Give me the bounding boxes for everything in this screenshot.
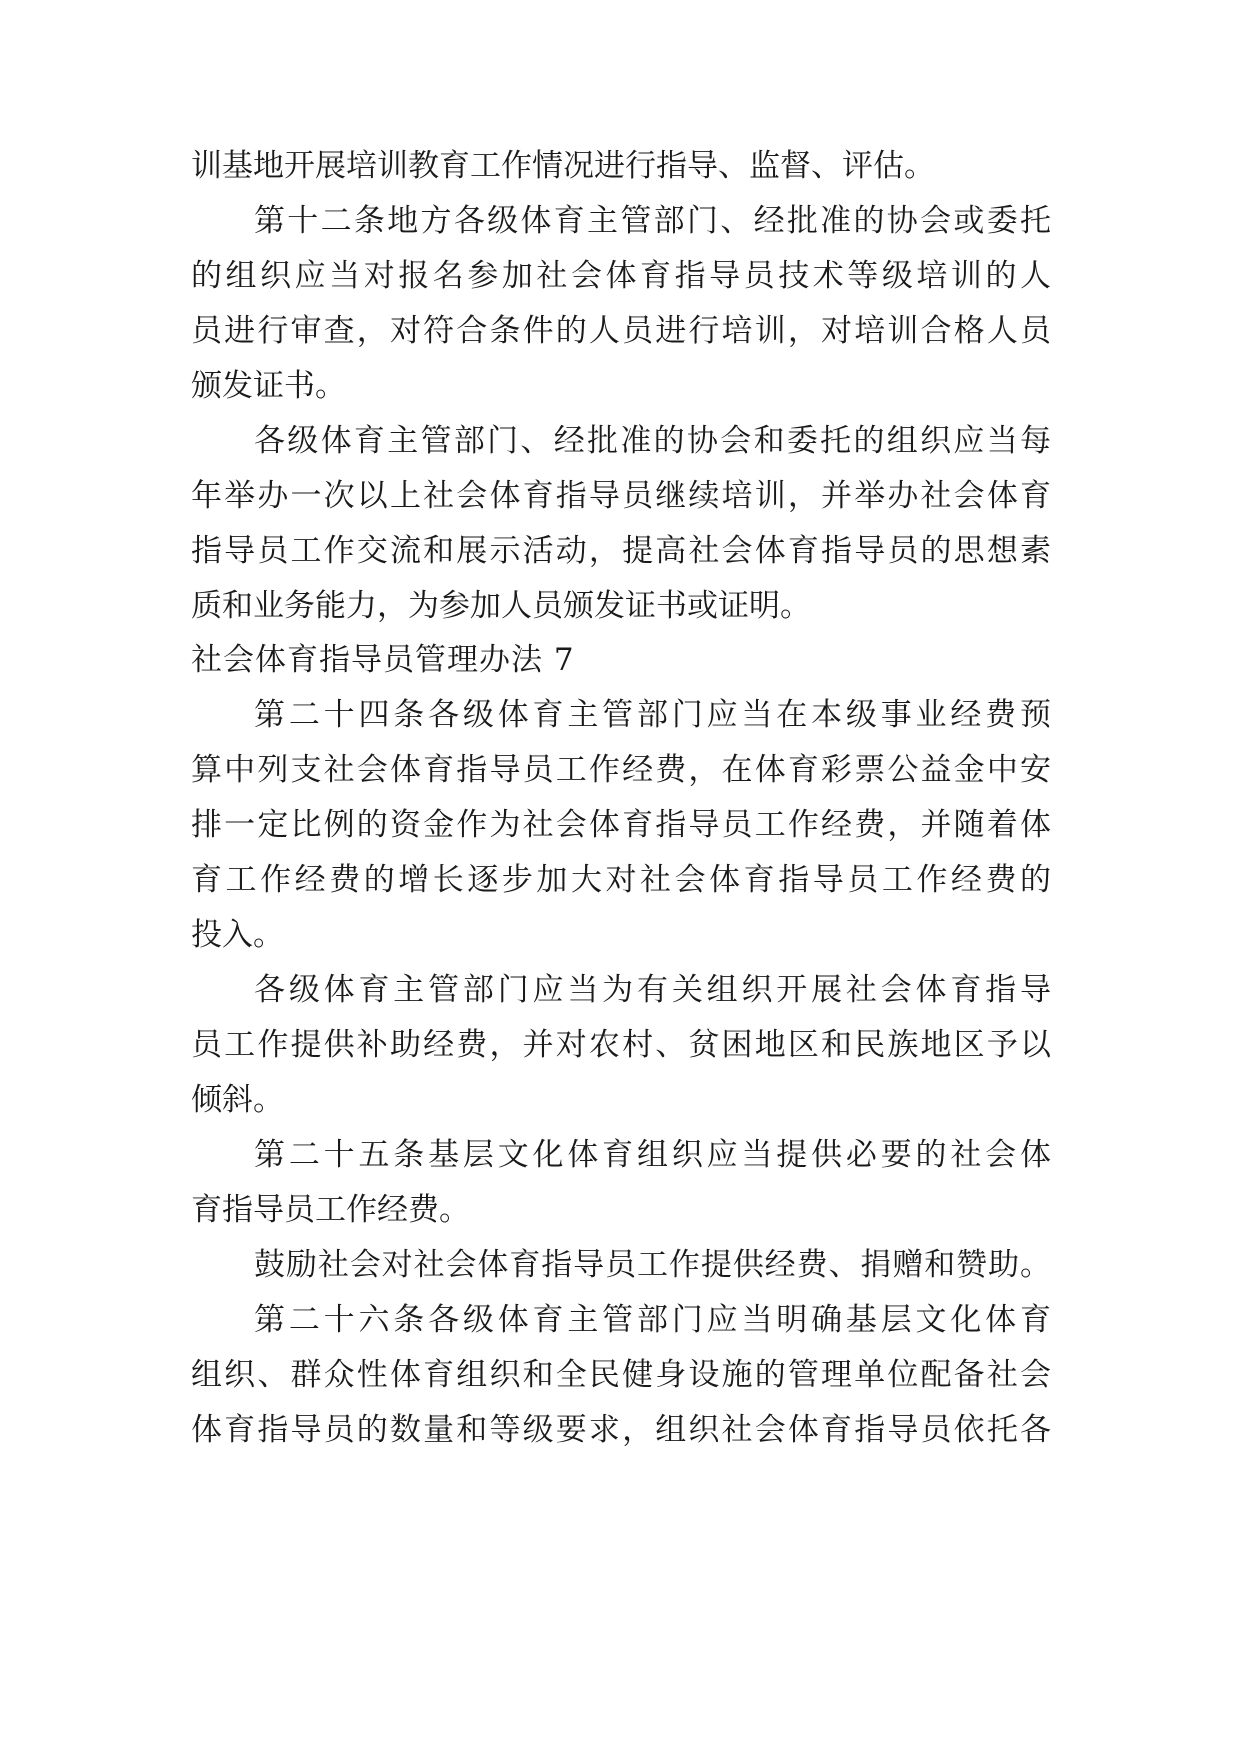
text-line: 质和业务能力，为参加人员颁发证书或证明。 <box>191 588 811 624</box>
text-line: 倾斜。 <box>191 1082 284 1118</box>
article-26-heading-line: 第二十六条各级体育主管部门应当明确基层文化体育 <box>254 1302 1051 1338</box>
text-line: 算中列支社会体育指导员工作经费，在体育彩票公益金中安 <box>191 752 1051 788</box>
paragraph-start-line: 各级体育主管部门、经批准的协会和委托的组织应当每 <box>254 423 1051 459</box>
text-line: 育工作经费的增长逐步加大对社会体育指导员工作经费的 <box>191 862 1051 898</box>
paragraph-start-line: 各级体育主管部门应当为有关组织开展社会体育指导 <box>254 972 1051 1008</box>
paragraph-start-line: 鼓励社会对社会体育指导员工作提供经费、捐赠和赞助。 <box>254 1247 1051 1283</box>
text-line: 员工作提供补助经费，并对农村、贫困地区和民族地区予以 <box>191 1027 1051 1063</box>
text-line: 组织、群众性体育组织和全民健身设施的管理单位配备社会 <box>191 1357 1051 1393</box>
text-line: 指导员工作交流和展示活动，提高社会体育指导员的思想素 <box>191 533 1051 569</box>
text-line: 体育指导员的数量和等级要求，组织社会体育指导员依托各 <box>191 1412 1051 1448</box>
text-line: 训基地开展培训教育工作情况进行指导、监督、评估。 <box>191 148 935 184</box>
text-line: 育指导员工作经费。 <box>191 1192 470 1228</box>
article-12-heading-line: 第十二条地方各级体育主管部门、经批准的协会或委托 <box>254 203 1051 239</box>
text-line: 员进行审查，对符合条件的人员进行培训，对培训合格人员 <box>191 313 1051 349</box>
text-line: 颁发证书。 <box>191 368 346 404</box>
text-line: 排一定比例的资金作为社会体育指导员工作经费，并随着体 <box>191 807 1051 843</box>
running-header: 社会体育指导员管理办法 7 <box>191 642 575 678</box>
text-line: 的组织应当对报名参加社会体育指导员技术等级培训的人 <box>191 258 1051 294</box>
text-line: 年举办一次以上社会体育指导员继续培训，并举办社会体育 <box>191 478 1051 514</box>
article-24-heading-line: 第二十四条各级体育主管部门应当在本级事业经费预 <box>254 697 1051 733</box>
article-25-heading-line: 第二十五条基层文化体育组织应当提供必要的社会体 <box>254 1137 1051 1173</box>
text-line: 投入。 <box>191 917 284 953</box>
